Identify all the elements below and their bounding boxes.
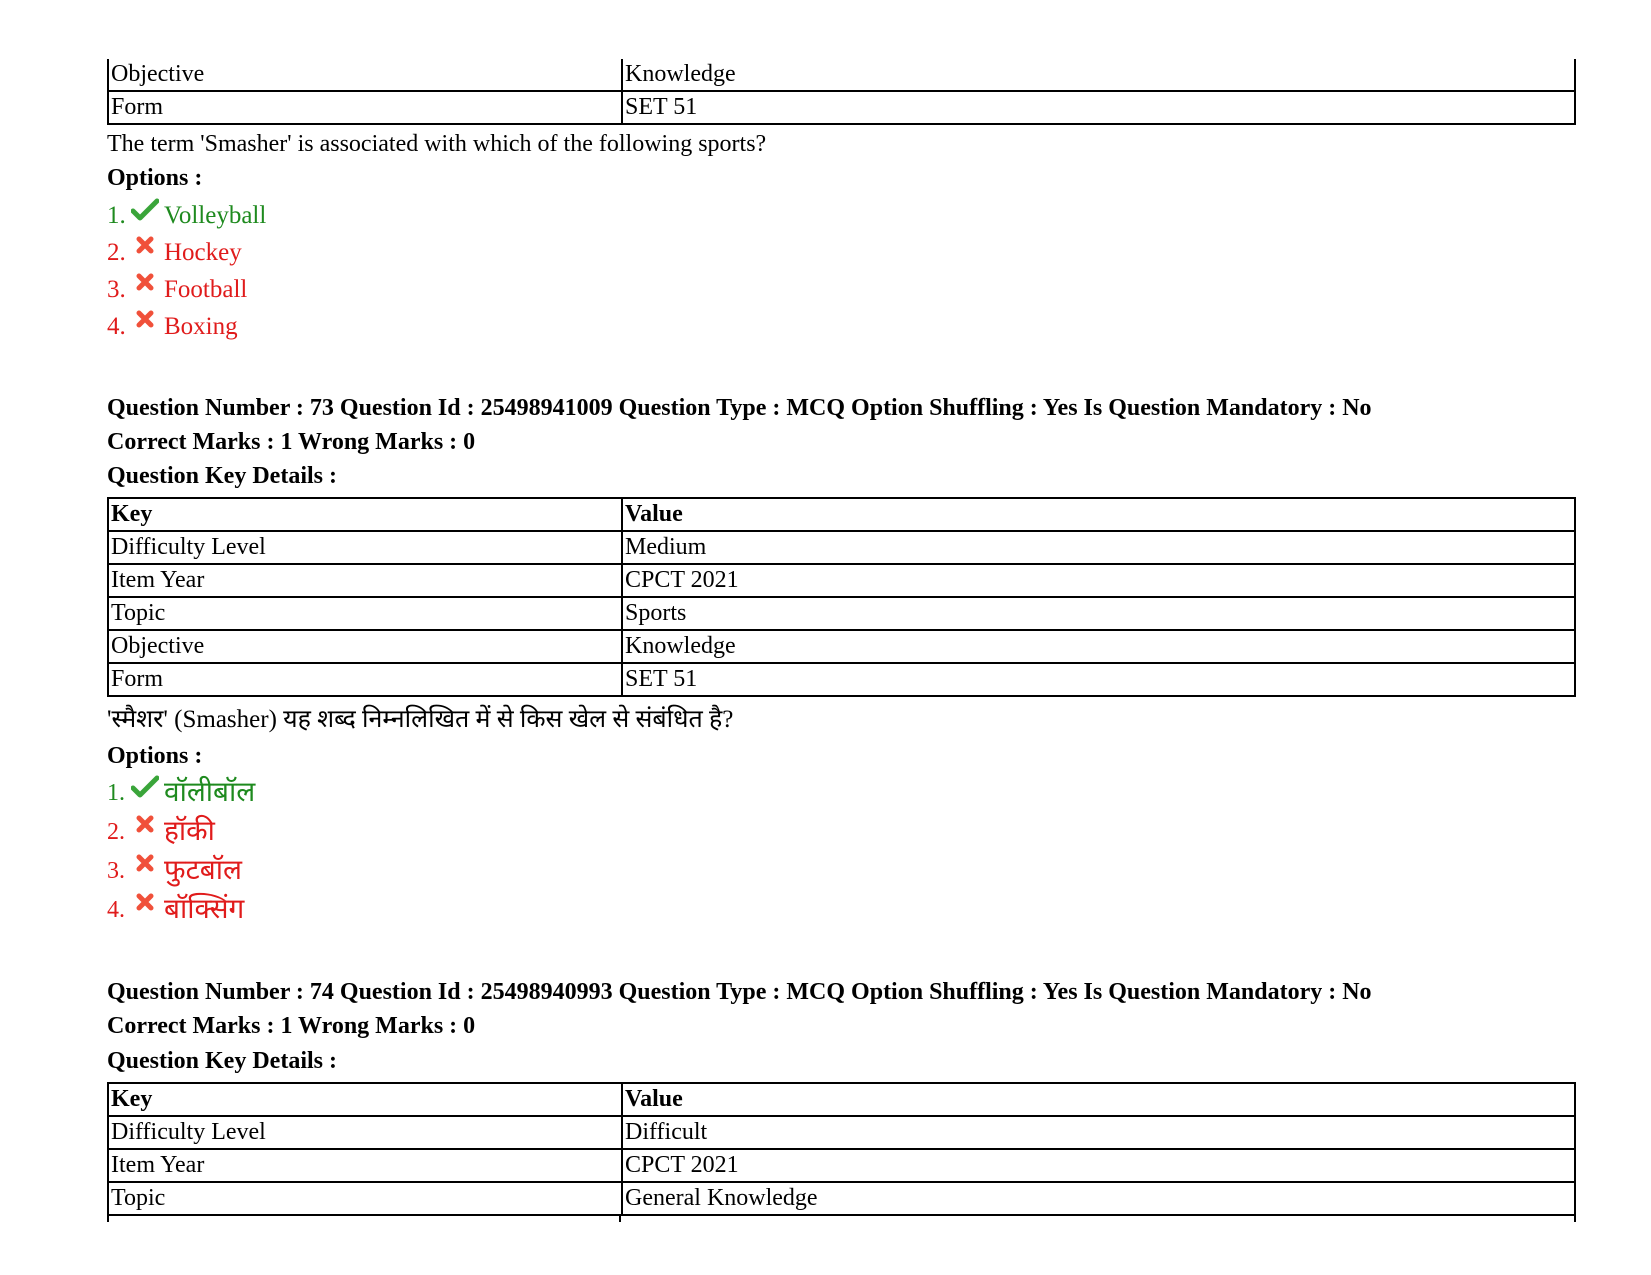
table-cell-value: Sports: [622, 597, 1575, 630]
marks-line: Correct Marks : 1 Wrong Marks : 0: [107, 1013, 476, 1039]
cross-icon: [131, 892, 161, 916]
option-text: Volleyball: [164, 202, 267, 229]
option-text: Football: [164, 276, 248, 303]
option-text: Boxing: [164, 313, 238, 340]
option-number: 2.: [107, 819, 125, 845]
check-icon: [131, 198, 161, 222]
table-cell-value: SET 51: [622, 663, 1575, 696]
question-header: Question Number : 74 Question Id : 25498940993 Question Type : MCQ Option Shuffling : Yes Is Question Mandatory : No: [107, 979, 1372, 1005]
table-row: [108, 91, 1575, 124]
question-text: The term 'Smasher' is associated with which of the following sports?: [107, 131, 767, 157]
table-cell-key: Objective: [108, 630, 622, 663]
option-number: 2.: [107, 239, 126, 266]
table-cell-key: Difficulty Level: [108, 531, 622, 564]
table-cell-value: SET 51: [622, 91, 1575, 124]
table-cell-value: General Knowledge: [622, 1182, 1575, 1215]
option-number: 1.: [107, 202, 126, 229]
table-row: [108, 564, 1575, 597]
table-header-key: Key: [108, 498, 622, 531]
table-cell-value: Medium: [622, 531, 1575, 564]
option-4: [107, 311, 238, 343]
option-text: हॉकी: [164, 816, 215, 847]
table-row: [108, 1116, 1575, 1149]
option-1: [107, 200, 266, 232]
table-header-value: Value: [622, 498, 1575, 531]
option-3: [107, 855, 242, 887]
table-cell-value: Difficult: [622, 1116, 1575, 1149]
option-1: [107, 777, 255, 809]
table-cell-key: Form: [108, 663, 622, 696]
table-header-value: Value: [622, 1083, 1575, 1116]
cross-icon: [131, 814, 161, 838]
table-header-row: [108, 1083, 1575, 1116]
cross-icon: [131, 853, 161, 877]
table-row: [108, 59, 1575, 91]
table-header-key: Key: [108, 1083, 622, 1116]
option-text: बॉक्सिंग: [164, 894, 245, 925]
question-header: Question Number : 73 Question Id : 25498941009 Question Type : MCQ Option Shuffling : Yes Is Question Mandatory : No: [107, 395, 1372, 421]
marks-line: Correct Marks : 1 Wrong Marks : 0: [107, 429, 476, 455]
option-number: 4.: [107, 897, 125, 923]
table-cell-value: CPCT 2021: [622, 1149, 1575, 1182]
option-3: [107, 274, 247, 306]
option-text: फुटबॉल: [164, 855, 242, 886]
option-text: Hockey: [164, 239, 242, 266]
option-4: [107, 894, 244, 926]
table-cell-key: Form: [108, 91, 622, 124]
key-details-table-prev: [107, 59, 1576, 125]
table-cell-key: Objective: [108, 59, 622, 91]
table-cell-value: CPCT 2021: [622, 564, 1575, 597]
table-cell-key: Difficulty Level: [108, 1116, 622, 1149]
options-label: Options :: [107, 165, 203, 191]
option-text: वॉलीबॉल: [164, 777, 256, 808]
cross-icon: [131, 272, 161, 296]
option-2: [107, 816, 215, 848]
table-header-row: [108, 498, 1575, 531]
table-row: [108, 531, 1575, 564]
table-row: [108, 663, 1575, 696]
table-cell-value: Knowledge: [622, 630, 1575, 663]
option-number: 3.: [107, 276, 126, 303]
table-row: [108, 630, 1575, 663]
table-cell-key: Topic: [108, 597, 622, 630]
table-cell-key: Item Year: [108, 564, 622, 597]
option-number: 3.: [107, 858, 125, 884]
table-row: [108, 1149, 1575, 1182]
option-number: 1.: [107, 780, 125, 806]
key-details-table: [107, 1082, 1576, 1216]
table-cell-key: Item Year: [108, 1149, 622, 1182]
check-icon: [131, 775, 161, 799]
table-row: [108, 597, 1575, 630]
options-label: Options :: [107, 743, 203, 769]
option-number: 4.: [107, 313, 126, 340]
table-cut-edge: [107, 1214, 1576, 1222]
cross-icon: [131, 235, 161, 259]
key-details-table: [107, 497, 1576, 697]
key-details-label: Question Key Details :: [107, 1048, 337, 1074]
question-text-hindi: 'स्मैशर' (Smasher) यह शब्द निम्नलिखित में से किस खेल से संबंधित है?: [107, 706, 734, 733]
cross-icon: [131, 309, 161, 333]
option-2: [107, 237, 242, 269]
key-details-label: Question Key Details :: [107, 463, 337, 489]
table-cell-key: Topic: [108, 1182, 622, 1215]
table-row: [108, 1182, 1575, 1215]
table-cell-value: Knowledge: [622, 59, 1575, 91]
